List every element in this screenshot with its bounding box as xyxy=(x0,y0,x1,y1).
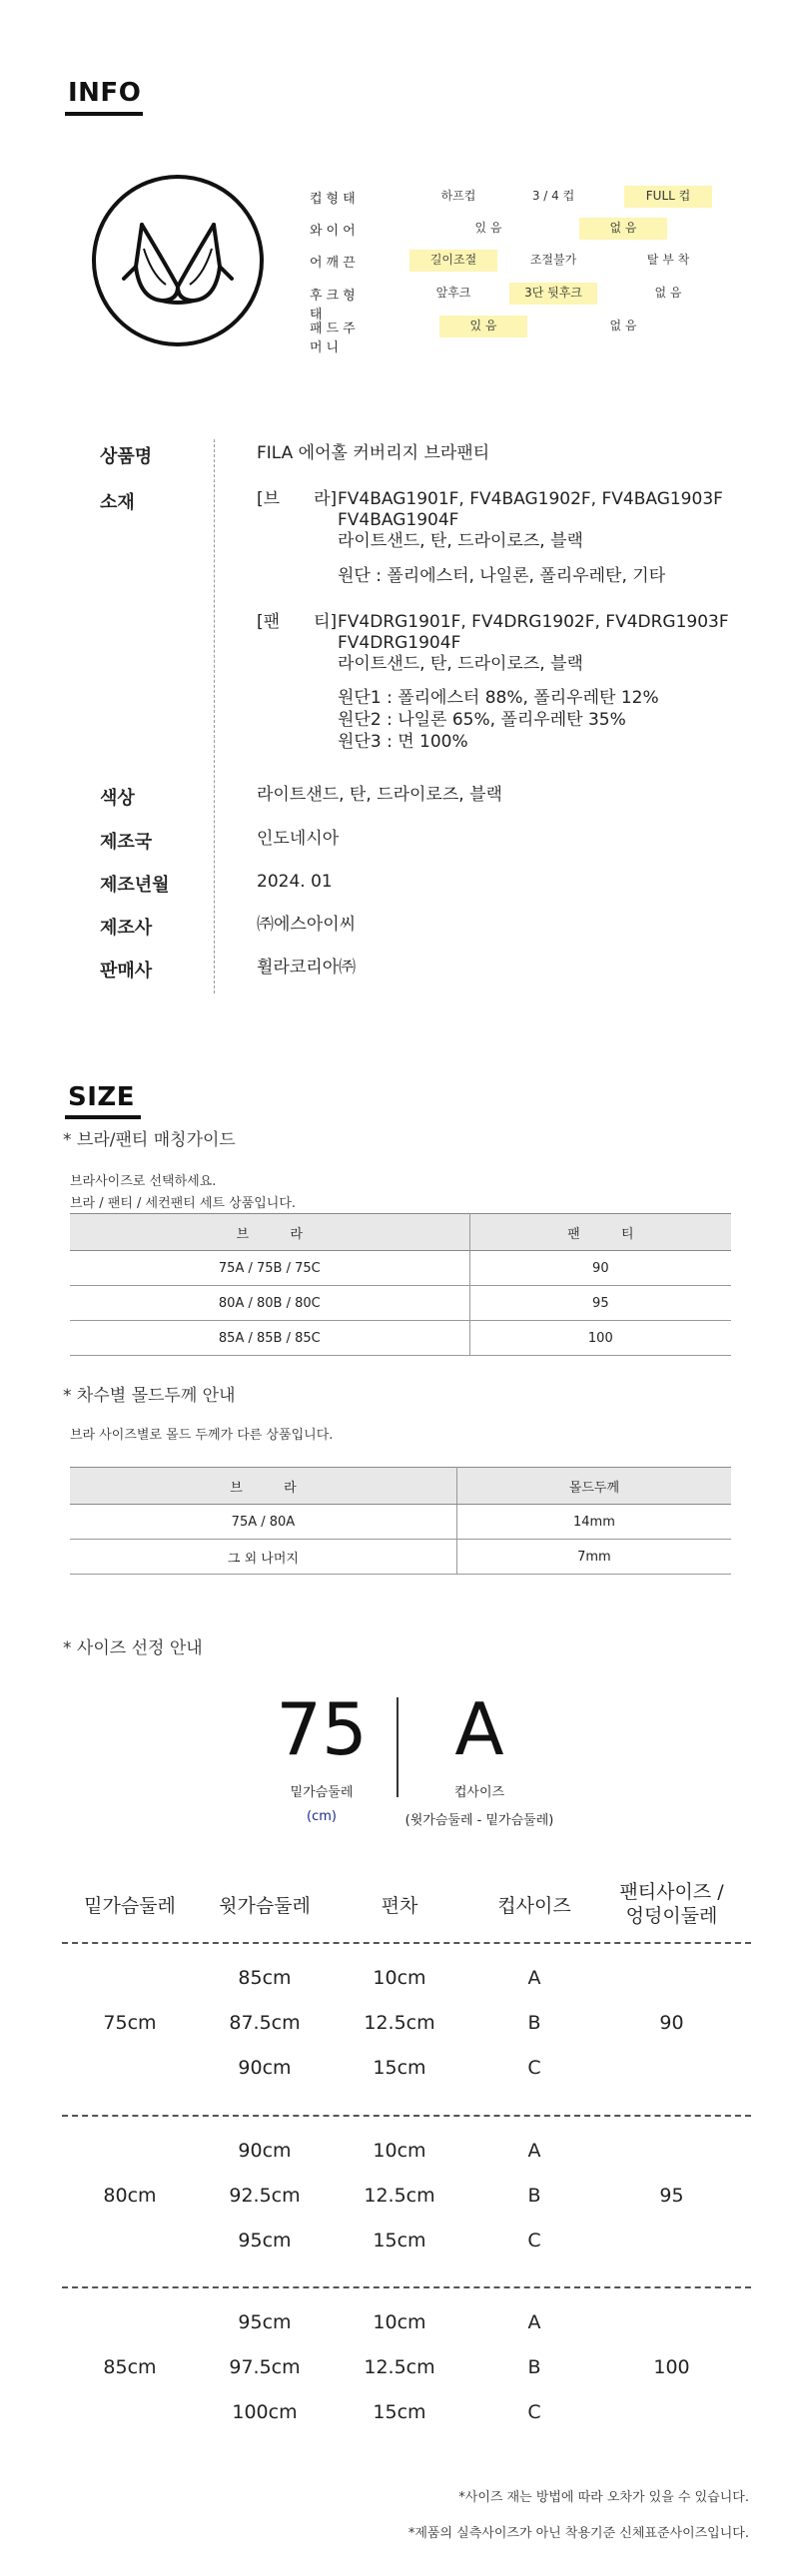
table-cell: 90 xyxy=(469,1251,731,1286)
info-title-underline xyxy=(65,112,143,116)
origin-value: 인도네시아 xyxy=(257,829,340,849)
manufacturer-label: 제조사 xyxy=(100,918,153,939)
cup-value: C xyxy=(527,2401,541,2423)
difference-value: 10cm xyxy=(373,1967,426,1989)
attribute-label: 와이어 xyxy=(310,224,360,239)
bra-colors: 라이트샌드, 탄, 드라이로즈, 블랙 xyxy=(338,531,583,551)
example-band-unit: (cm) xyxy=(307,1809,337,1824)
bust-value: 92.5cm xyxy=(229,2185,301,2207)
example-cup-formula: (윗가슴둘레 - 밑가슴둘레) xyxy=(404,1813,554,1828)
color-label: 색상 xyxy=(100,788,135,809)
panty-value: 90 xyxy=(659,2012,684,2034)
table-cell: 80A / 80B / 80C xyxy=(70,1286,469,1321)
panty-value: 100 xyxy=(653,2356,690,2378)
origin-label: 제조국 xyxy=(100,832,153,853)
band-value: 80cm xyxy=(103,2185,157,2207)
mold-table xyxy=(70,1467,731,1575)
difference-value: 15cm xyxy=(373,2401,426,2423)
attribute-option: 3 / 4 컵 xyxy=(531,189,575,203)
panty-codes-line2: FV4DRG1904F xyxy=(338,633,461,653)
panty-fabric-2: 원단2 : 나일론 65%, 폴리우레탄 35% xyxy=(338,710,626,730)
difference-value: 12.5cm xyxy=(364,2185,435,2207)
bra-icon xyxy=(92,175,264,346)
attribute-option: 하프컵 xyxy=(440,189,476,203)
match-header-bra: 브 라 xyxy=(70,1214,469,1251)
attribute-option: 탈 부 착 xyxy=(646,253,690,267)
footnote-measurement: *사이즈 재는 방법에 따라 오차가 있을 수 있습니다. xyxy=(458,2490,749,2505)
table-cell: 75A / 75B / 75C xyxy=(70,1251,469,1286)
difference-value: 10cm xyxy=(373,2311,426,2333)
group-divider xyxy=(62,2115,751,2117)
bra-codes-line2: FV4BAG1904F xyxy=(338,510,459,530)
match-header-panty: 팬 티 xyxy=(469,1214,731,1251)
table-cell: 75A / 80A xyxy=(70,1505,456,1540)
seller-label: 판매사 xyxy=(100,961,153,981)
matching-guide-heading: * 브라/팬티 매칭가이드 xyxy=(63,1130,236,1150)
attribute-option: 있 음 xyxy=(439,316,527,337)
attribute-option: 없 음 xyxy=(654,286,682,300)
bust-value: 87.5cm xyxy=(229,2012,301,2034)
mold-header-bra: 브 라 xyxy=(70,1468,456,1505)
matching-table xyxy=(70,1213,731,1356)
table-row xyxy=(70,1540,731,1575)
bra-codes-line1: FV4BAG1901F, FV4BAG1902F, FV4BAG1903F xyxy=(338,489,723,509)
table-cell: 14mm xyxy=(456,1505,731,1540)
bust-value: 95cm xyxy=(238,2230,292,2252)
material-label: 소재 xyxy=(100,492,135,513)
attribute-option: 없 음 xyxy=(609,319,637,332)
attribute-label: 패드주머니 xyxy=(310,322,360,355)
table-cell: 7mm xyxy=(456,1540,731,1575)
cup-value: C xyxy=(527,2057,541,2079)
chart-header-bust: 윗가슴둘레 xyxy=(219,1895,311,1917)
band-value: 75cm xyxy=(103,2012,157,2034)
cup-value: A xyxy=(527,2140,541,2162)
panty-fabric-3: 원단3 : 면 100% xyxy=(338,732,468,752)
manufacturer-value: ㈜에스아이씨 xyxy=(257,915,357,935)
color-value: 라이트샌드, 탄, 드라이로즈, 블랙 xyxy=(257,785,502,805)
manufacture-date-value: 2024. 01 xyxy=(257,872,333,892)
product-name-value: FILA 에어홀 커버리지 브라팬티 xyxy=(257,443,490,463)
panty-codes-line1: FV4DRG1901F, FV4DRG1902F, FV4DRG1903F xyxy=(338,612,729,632)
size-section-title: SIZE xyxy=(68,1082,136,1112)
example-divider xyxy=(397,1697,399,1797)
attribute-option: 3단 뒷후크 xyxy=(509,283,597,305)
mold-guide-heading: * 차수별 몰드두께 안내 xyxy=(63,1386,236,1406)
cup-value: A xyxy=(527,1967,541,1989)
attribute-label: 어깨끈 xyxy=(310,256,360,271)
cup-value: A xyxy=(527,2311,541,2333)
table-cell: 100 xyxy=(469,1321,731,1356)
table-row xyxy=(70,1286,731,1321)
bust-value: 90cm xyxy=(238,2057,292,2079)
example-cup-label: 컵사이즈 xyxy=(453,1785,505,1800)
chart-header-cup: 컵사이즈 xyxy=(497,1895,571,1917)
table-cell: 그 외 나머지 xyxy=(70,1540,456,1575)
footnote-standard-size: *제품의 실측사이즈가 아닌 착용기준 신체표준사이즈입니다. xyxy=(407,2526,749,2541)
matching-guide-note-2: 브라 / 팬티 / 세컨팬티 세트 상품입니다. xyxy=(70,1196,297,1211)
chart-header-panty xyxy=(599,1880,744,1928)
bust-value: 85cm xyxy=(238,1967,292,1989)
band-value: 85cm xyxy=(103,2356,157,2378)
table-cell: 85A / 85B / 85C xyxy=(70,1321,469,1356)
cup-value: B xyxy=(527,2185,541,2207)
table-row xyxy=(70,1251,731,1286)
attribute-option: 조절불가 xyxy=(529,253,577,267)
difference-value: 15cm xyxy=(373,2057,426,2079)
details-divider xyxy=(214,439,215,993)
group-divider xyxy=(62,2286,751,2288)
matching-guide-note-1: 브라사이즈로 선택하세요. xyxy=(70,1174,217,1189)
chart-header-band: 밑가슴둘레 xyxy=(84,1895,176,1917)
chart-header-panty-line1: 팬티사이즈 / xyxy=(619,1881,724,1903)
panty-colors: 라이트샌드, 탄, 드라이로즈, 블랙 xyxy=(338,654,583,674)
difference-value: 12.5cm xyxy=(364,2356,435,2378)
mold-header-thickness: 몰드두께 xyxy=(456,1468,731,1505)
cup-value: C xyxy=(527,2230,541,2252)
attribute-option: 없 음 xyxy=(579,218,667,240)
panty-tag: [팬 티] xyxy=(257,612,338,632)
example-band-label: 밑가슴둘레 xyxy=(290,1785,354,1800)
attribute-option: 있 음 xyxy=(474,221,502,235)
example-band-number: 75 xyxy=(276,1687,368,1771)
attribute-option: 길이조절 xyxy=(409,250,497,272)
difference-value: 15cm xyxy=(373,2230,426,2252)
bust-value: 97.5cm xyxy=(229,2356,301,2378)
bust-value: 90cm xyxy=(238,2140,292,2162)
table-cell: 95 xyxy=(469,1286,731,1321)
size-title-underline xyxy=(65,1115,141,1119)
chart-header-difference: 편차 xyxy=(381,1895,418,1917)
mold-guide-note: 브라 사이즈별로 몰드 두께가 다른 상품입니다. xyxy=(70,1428,334,1443)
panty-value: 95 xyxy=(659,2185,684,2207)
chart-header-panty-line2: 엉덩이둘레 xyxy=(625,1905,718,1927)
bust-value: 100cm xyxy=(232,2401,298,2423)
table-row xyxy=(70,1505,731,1540)
group-divider xyxy=(62,1942,751,1944)
size-selection-heading: * 사이즈 선정 안내 xyxy=(63,1638,203,1658)
cup-value: B xyxy=(527,2356,541,2378)
manufacture-date-label: 제조년월 xyxy=(100,875,170,896)
product-name-label: 상품명 xyxy=(100,446,153,467)
panty-fabric-1: 원단1 : 폴리에스터 88%, 폴리우레탄 12% xyxy=(338,688,659,708)
bust-value: 95cm xyxy=(238,2311,292,2333)
bra-tag: [브 라] xyxy=(257,489,338,509)
cup-value: B xyxy=(527,2012,541,2034)
attribute-option: 앞후크 xyxy=(435,286,471,300)
difference-value: 10cm xyxy=(373,2140,426,2162)
difference-value: 12.5cm xyxy=(364,2012,435,2034)
attribute-label: 컵형태 xyxy=(310,192,360,207)
info-section-title: INFO xyxy=(68,78,142,108)
example-cup-letter: A xyxy=(454,1687,504,1771)
attribute-option: FULL 컵 xyxy=(624,186,712,208)
table-row xyxy=(70,1321,731,1356)
seller-value: 휠라코리아㈜ xyxy=(257,958,357,977)
attribute-label: 후크형태 xyxy=(310,289,360,322)
bra-fabric: 원단 : 폴리에스터, 나일론, 폴리우레탄, 기타 xyxy=(338,566,666,586)
